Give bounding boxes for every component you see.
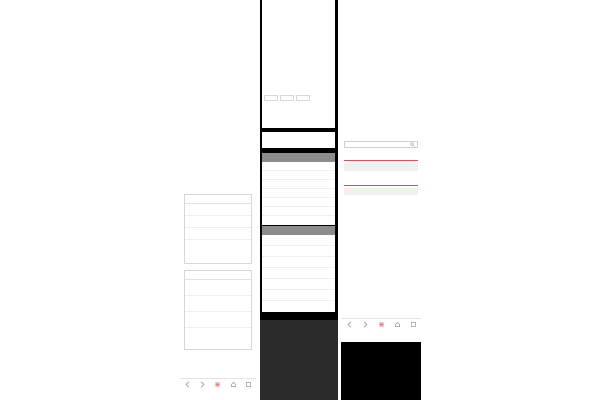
browser-tab-bar bbox=[180, 378, 256, 390]
recent-article-link[interactable] bbox=[185, 240, 251, 252]
category-link[interactable] bbox=[262, 257, 335, 268]
widget-title bbox=[185, 195, 251, 204]
search-box[interactable] bbox=[344, 141, 418, 148]
home-icon[interactable] bbox=[230, 381, 237, 388]
site-footer bbox=[260, 320, 338, 400]
phone-screen-right bbox=[341, 0, 421, 400]
related-article-link[interactable] bbox=[262, 189, 335, 198]
category-link[interactable] bbox=[262, 279, 335, 290]
friend-link[interactable] bbox=[185, 328, 251, 344]
site-footer-text bbox=[344, 298, 418, 310]
phone-screen-middle bbox=[260, 0, 338, 400]
tabs-icon[interactable] bbox=[410, 321, 417, 328]
widget-title bbox=[262, 226, 335, 235]
forward-icon[interactable] bbox=[362, 321, 369, 328]
widget-title bbox=[262, 153, 335, 162]
search-icon[interactable] bbox=[410, 142, 415, 147]
related-article-link[interactable] bbox=[262, 216, 335, 225]
articles-widget-title bbox=[344, 154, 418, 159]
recent-article-link[interactable] bbox=[185, 204, 251, 216]
category-link[interactable] bbox=[262, 246, 335, 257]
site-footer-text bbox=[184, 362, 252, 374]
friend-links-widget bbox=[184, 270, 252, 350]
related-article-link[interactable] bbox=[262, 180, 335, 189]
article-panel bbox=[341, 0, 421, 342]
tag-chip[interactable] bbox=[296, 95, 310, 101]
post-meta bbox=[344, 117, 418, 127]
category-link[interactable] bbox=[262, 235, 335, 246]
friend-link[interactable] bbox=[185, 296, 251, 312]
tag-chip[interactable] bbox=[264, 95, 278, 101]
menu-icon[interactable] bbox=[378, 321, 385, 328]
article-panel bbox=[262, 0, 335, 128]
search-input[interactable] bbox=[347, 143, 407, 147]
related-article-link[interactable] bbox=[262, 198, 335, 207]
categories-widget bbox=[262, 226, 335, 312]
related-article-link[interactable] bbox=[262, 162, 335, 171]
category-link[interactable] bbox=[262, 290, 335, 301]
forward-icon[interactable] bbox=[199, 381, 206, 388]
category-link[interactable] bbox=[262, 268, 335, 279]
recent-articles-widget bbox=[184, 194, 252, 264]
back-icon[interactable] bbox=[184, 381, 191, 388]
title-rule bbox=[344, 160, 418, 161]
tabs-icon[interactable] bbox=[245, 381, 252, 388]
phone-screen-left bbox=[180, 0, 256, 400]
recent-article-link[interactable] bbox=[185, 216, 251, 228]
related-articles-widget bbox=[262, 153, 335, 225]
title-rule bbox=[344, 185, 418, 186]
browser-tab-bar bbox=[341, 318, 421, 330]
tag-chip[interactable] bbox=[280, 95, 294, 101]
friend-link[interactable] bbox=[185, 312, 251, 328]
related-article-link[interactable] bbox=[262, 171, 335, 180]
category-link[interactable] bbox=[344, 194, 418, 195]
widget-title bbox=[185, 271, 251, 280]
article-link[interactable] bbox=[344, 170, 418, 171]
menu-icon[interactable] bbox=[214, 381, 221, 388]
friend-link[interactable] bbox=[185, 280, 251, 296]
home-icon[interactable] bbox=[394, 321, 401, 328]
related-article-link[interactable] bbox=[262, 207, 335, 216]
recent-article-link[interactable] bbox=[185, 228, 251, 240]
categories-widget-title bbox=[344, 179, 418, 184]
category-link[interactable] bbox=[262, 301, 335, 312]
back-icon[interactable] bbox=[346, 321, 353, 328]
